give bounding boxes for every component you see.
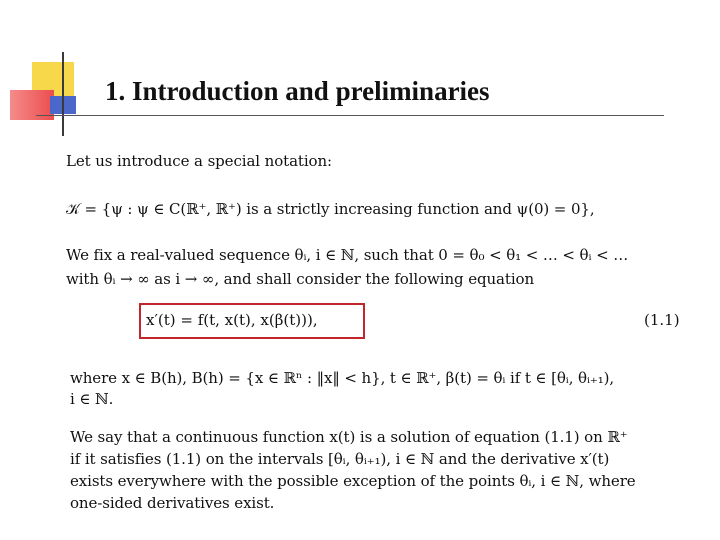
equation-1-1: x′(t) = f(t, x(t), x(β(t))), — [146, 311, 318, 329]
equation-number: (1.1) — [644, 311, 680, 329]
solution-line-2: if it satisfies (1.1) on the intervals [θᵢ, θᵢ₊₁), i ∈ ℕ and the derivative x′(t) — [70, 450, 610, 468]
solution-line-1: We say that a continuous function x(t) is a solution of equation (1.1) on ℝ⁺ — [70, 428, 628, 446]
where-line-1: where x ∈ B(h), B(h) = {x ∈ ℝⁿ : ‖x‖ < h}, t ∈ ℝ⁺, β(t) = θᵢ if t ∈ [θᵢ, θᵢ₊₁), — [70, 369, 615, 387]
sequence-line-1: We fix a real-valued sequence θᵢ, i ∈ ℕ, such that 0 = θ₀ < θ₁ < … < θᵢ < … — [66, 246, 629, 264]
solution-line-3: exists everywhere with the possible exception of the points θᵢ, i ∈ ℕ, where — [70, 472, 636, 490]
title-underline — [36, 115, 664, 116]
decor-vertical-line — [62, 52, 64, 136]
class-k-definition: 𝒦 = {ψ : ψ ∈ C(ℝ⁺, ℝ⁺) is a strictly increasing function and ψ(0) = 0}, — [66, 200, 595, 218]
slide-title: 1. Introduction and preliminaries — [105, 76, 490, 106]
where-line-2: i ∈ ℕ. — [70, 390, 114, 408]
intro-line: Let us introduce a special notation: — [66, 152, 332, 170]
sequence-line-2: with θᵢ → ∞ as i → ∞, and shall consider the following equation — [66, 270, 535, 288]
solution-line-4: one-sided derivatives exist. — [70, 494, 275, 512]
